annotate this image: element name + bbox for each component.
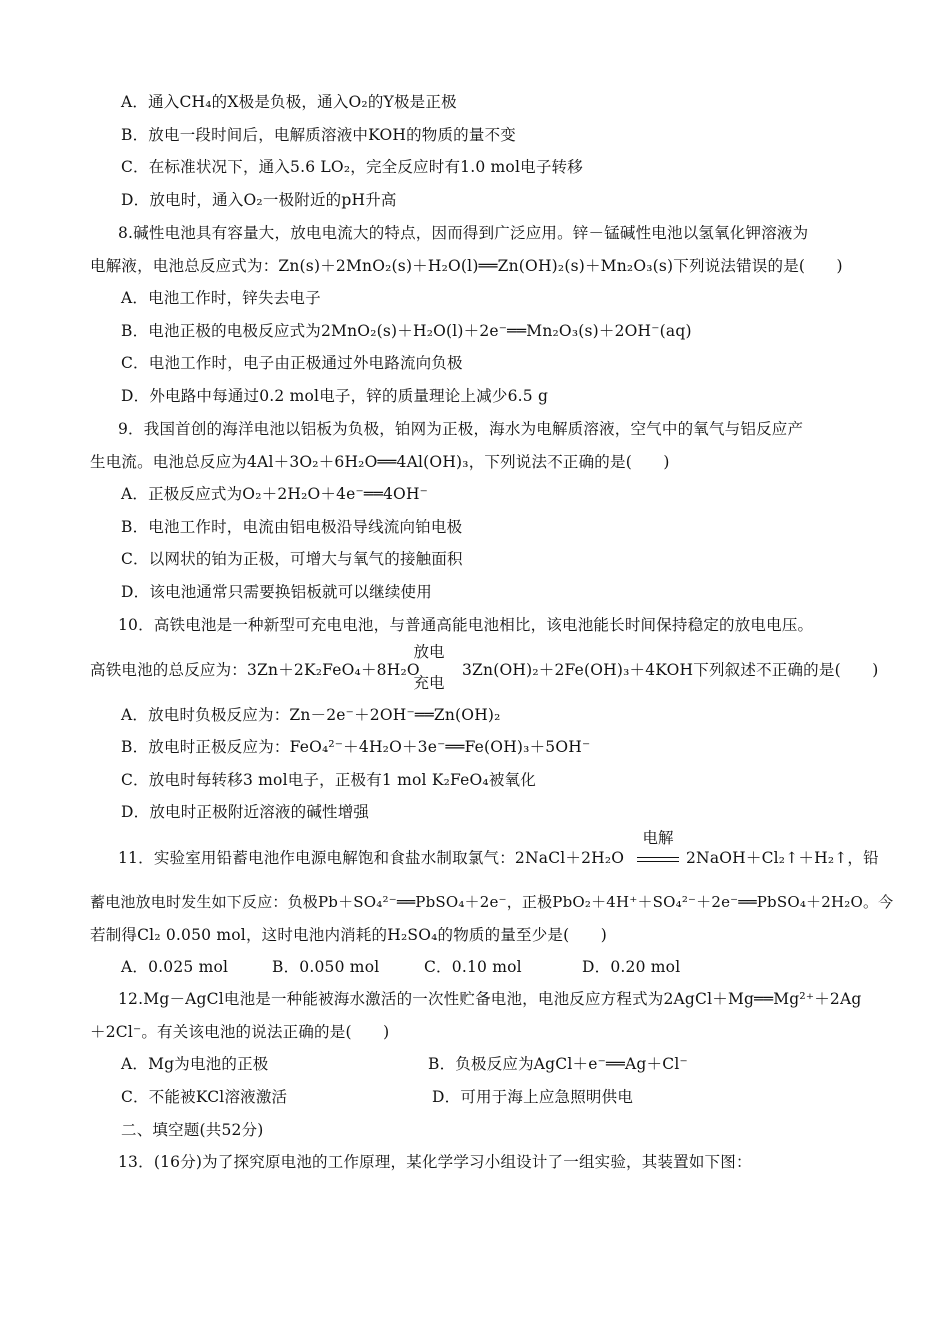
q12-stem-line2: ＋2Cl⁻。有关该电池的说法正确的是( ) <box>90 1023 390 1041</box>
q9-option-a: A．正极反应式为O₂＋2H₂O＋4e⁻══4OH⁻ <box>121 485 429 503</box>
q10-stem-line2-right: 3Zn(OH)₂＋2Fe(OH)₃＋4KOH下列叙述不正确的是( ) <box>462 661 879 679</box>
q11-option-c: C．0.10 mol <box>424 958 522 976</box>
q8-option-c: C．电池工作时，电子由正极通过外电路流向负极 <box>121 354 463 372</box>
q10-stem-line1: 10．高铁电池是一种新型可充电电池，与普通高能电池相比，该电池能长时间保持稳定的放电电压。 <box>118 616 814 634</box>
q10-option-a: A．放电时负极反应为：Zn－2e⁻＋2OH⁻══Zn(OH)₂ <box>121 706 501 724</box>
q11-stem-line1-left: 11．实验室用铅蓄电池作电源电解饱和食盐水制取氯气：2NaCl＋2H₂O <box>118 849 625 867</box>
q11-option-a: A．0.025 mol <box>121 958 229 976</box>
q9-option-b: B．电池工作时，电流由铝电极沿导线流向铂电极 <box>121 518 463 536</box>
q12-option-a: A．Mg为电池的正极 <box>121 1055 269 1073</box>
q10-condition-discharge: 放电 <box>413 643 445 661</box>
q11-option-b: B．0.050 mol <box>272 958 380 976</box>
q7-option-a: A．通入CH₄的X极是负极，通入O₂的Y极是正极 <box>121 93 457 111</box>
section-heading: 二、填空题(共52分) <box>121 1121 264 1139</box>
q8-stem-line2: 电解液，电池总反应式为：Zn(s)＋2MnO₂(s)＋H₂O(l)══Zn(OH)₂(s)＋Mn₂O₃(s)下列说法错误的是( ) <box>90 257 843 275</box>
q10-option-d: D．放电时正极附近溶液的碱性增强 <box>121 803 370 821</box>
q9-option-c: C．以网状的铂为正极，可增大与氧气的接触面积 <box>121 550 463 568</box>
q13-stem-line1: 13．(16分)为了探究原电池的工作原理，某化学学习小组设计了一组实验，其装置如下图： <box>118 1153 752 1171</box>
q11-stem-line1-right: 2NaOH＋Cl₂↑＋H₂↑，铅 <box>686 849 879 867</box>
q8-stem-line1: 8.碱性电池具有容量大，放电电流大的特点，因而得到广泛应用。锌－锰碱性电池以氢氧化钾溶液为 <box>118 224 809 242</box>
q11-stem-line2: 蓄电池放电时发生如下反应：负极Pb＋SO₄²⁻══PbSO₄＋2e⁻，正极PbO₂＋4H⁺＋SO₄²⁻＋2e⁻══PbSO₄＋2H₂O。今 <box>90 893 894 911</box>
q9-stem-line2: 生电流。电池总反应为4Al＋3O₂＋6H₂O══4Al(OH)₃，下列说法不正确的是( ) <box>90 453 670 471</box>
q10-option-b: B．放电时正极反应为：FeO₄²⁻＋4H₂O＋3e⁻══Fe(OH)₃＋5OH⁻ <box>121 738 591 756</box>
q10-option-c: C．放电时每转移3 mol电子，正极有1 mol K₂FeO₄被氧化 <box>121 771 536 789</box>
q7-option-b: B．放电一段时间后，电解质溶液中KOH的物质的量不变 <box>121 126 516 144</box>
q9-stem-line1: 9．我国首创的海洋电池以铝板为负极，铂网为正极，海水为电解质溶液，空气中的氧气与铝反应产 <box>118 420 804 438</box>
q12-option-d: D．可用于海上应急照明供电 <box>432 1088 634 1106</box>
q8-option-d: D．外电路中每通过0.2 mol电子，锌的质量理论上减少6.5 g <box>121 387 549 405</box>
q10-stem-line2-left: 高铁电池的总反应为：3Zn＋2K₂FeO₄＋8H₂O <box>90 661 420 679</box>
q7-option-c: C．在标准状况下，通入5.6 LO₂，完全反应时有1.0 mol电子转移 <box>121 158 583 176</box>
q10-condition-charge: 充电 <box>413 674 445 692</box>
q8-option-b: B．电池正极的电极反应式为2MnO₂(s)＋H₂O(l)＋2e⁻══Mn₂O₃(s)＋2OH⁻(aq) <box>121 322 692 340</box>
q11-condition-electrolysis: 电解 <box>642 829 674 847</box>
q9-option-d: D．该电池通常只需要换铝板就可以继续使用 <box>121 583 432 601</box>
q7-option-d: D．放电时，通入O₂一极附近的pH升高 <box>121 191 397 209</box>
q12-option-c: C．不能被KCl溶液激活 <box>121 1088 288 1106</box>
q8-option-a: A．电池工作时，锌失去电子 <box>121 289 321 307</box>
q12-option-b: B．负极反应为AgCl＋e⁻══Ag＋Cl⁻ <box>428 1055 688 1073</box>
q11-option-d: D．0.20 mol <box>582 958 681 976</box>
q11-equals-sign <box>637 857 679 862</box>
q11-stem-line3: 若制得Cl₂ 0.050 mol，这时电池内消耗的H₂SO₄的物质的量至少是( ) <box>90 926 608 944</box>
q12-stem-line1: 12.Mg－AgCl电池是一种能被海水激活的一次性贮备电池，电池反应方程式为2AgCl＋Mg══Mg²⁺＋2Ag <box>118 990 862 1008</box>
